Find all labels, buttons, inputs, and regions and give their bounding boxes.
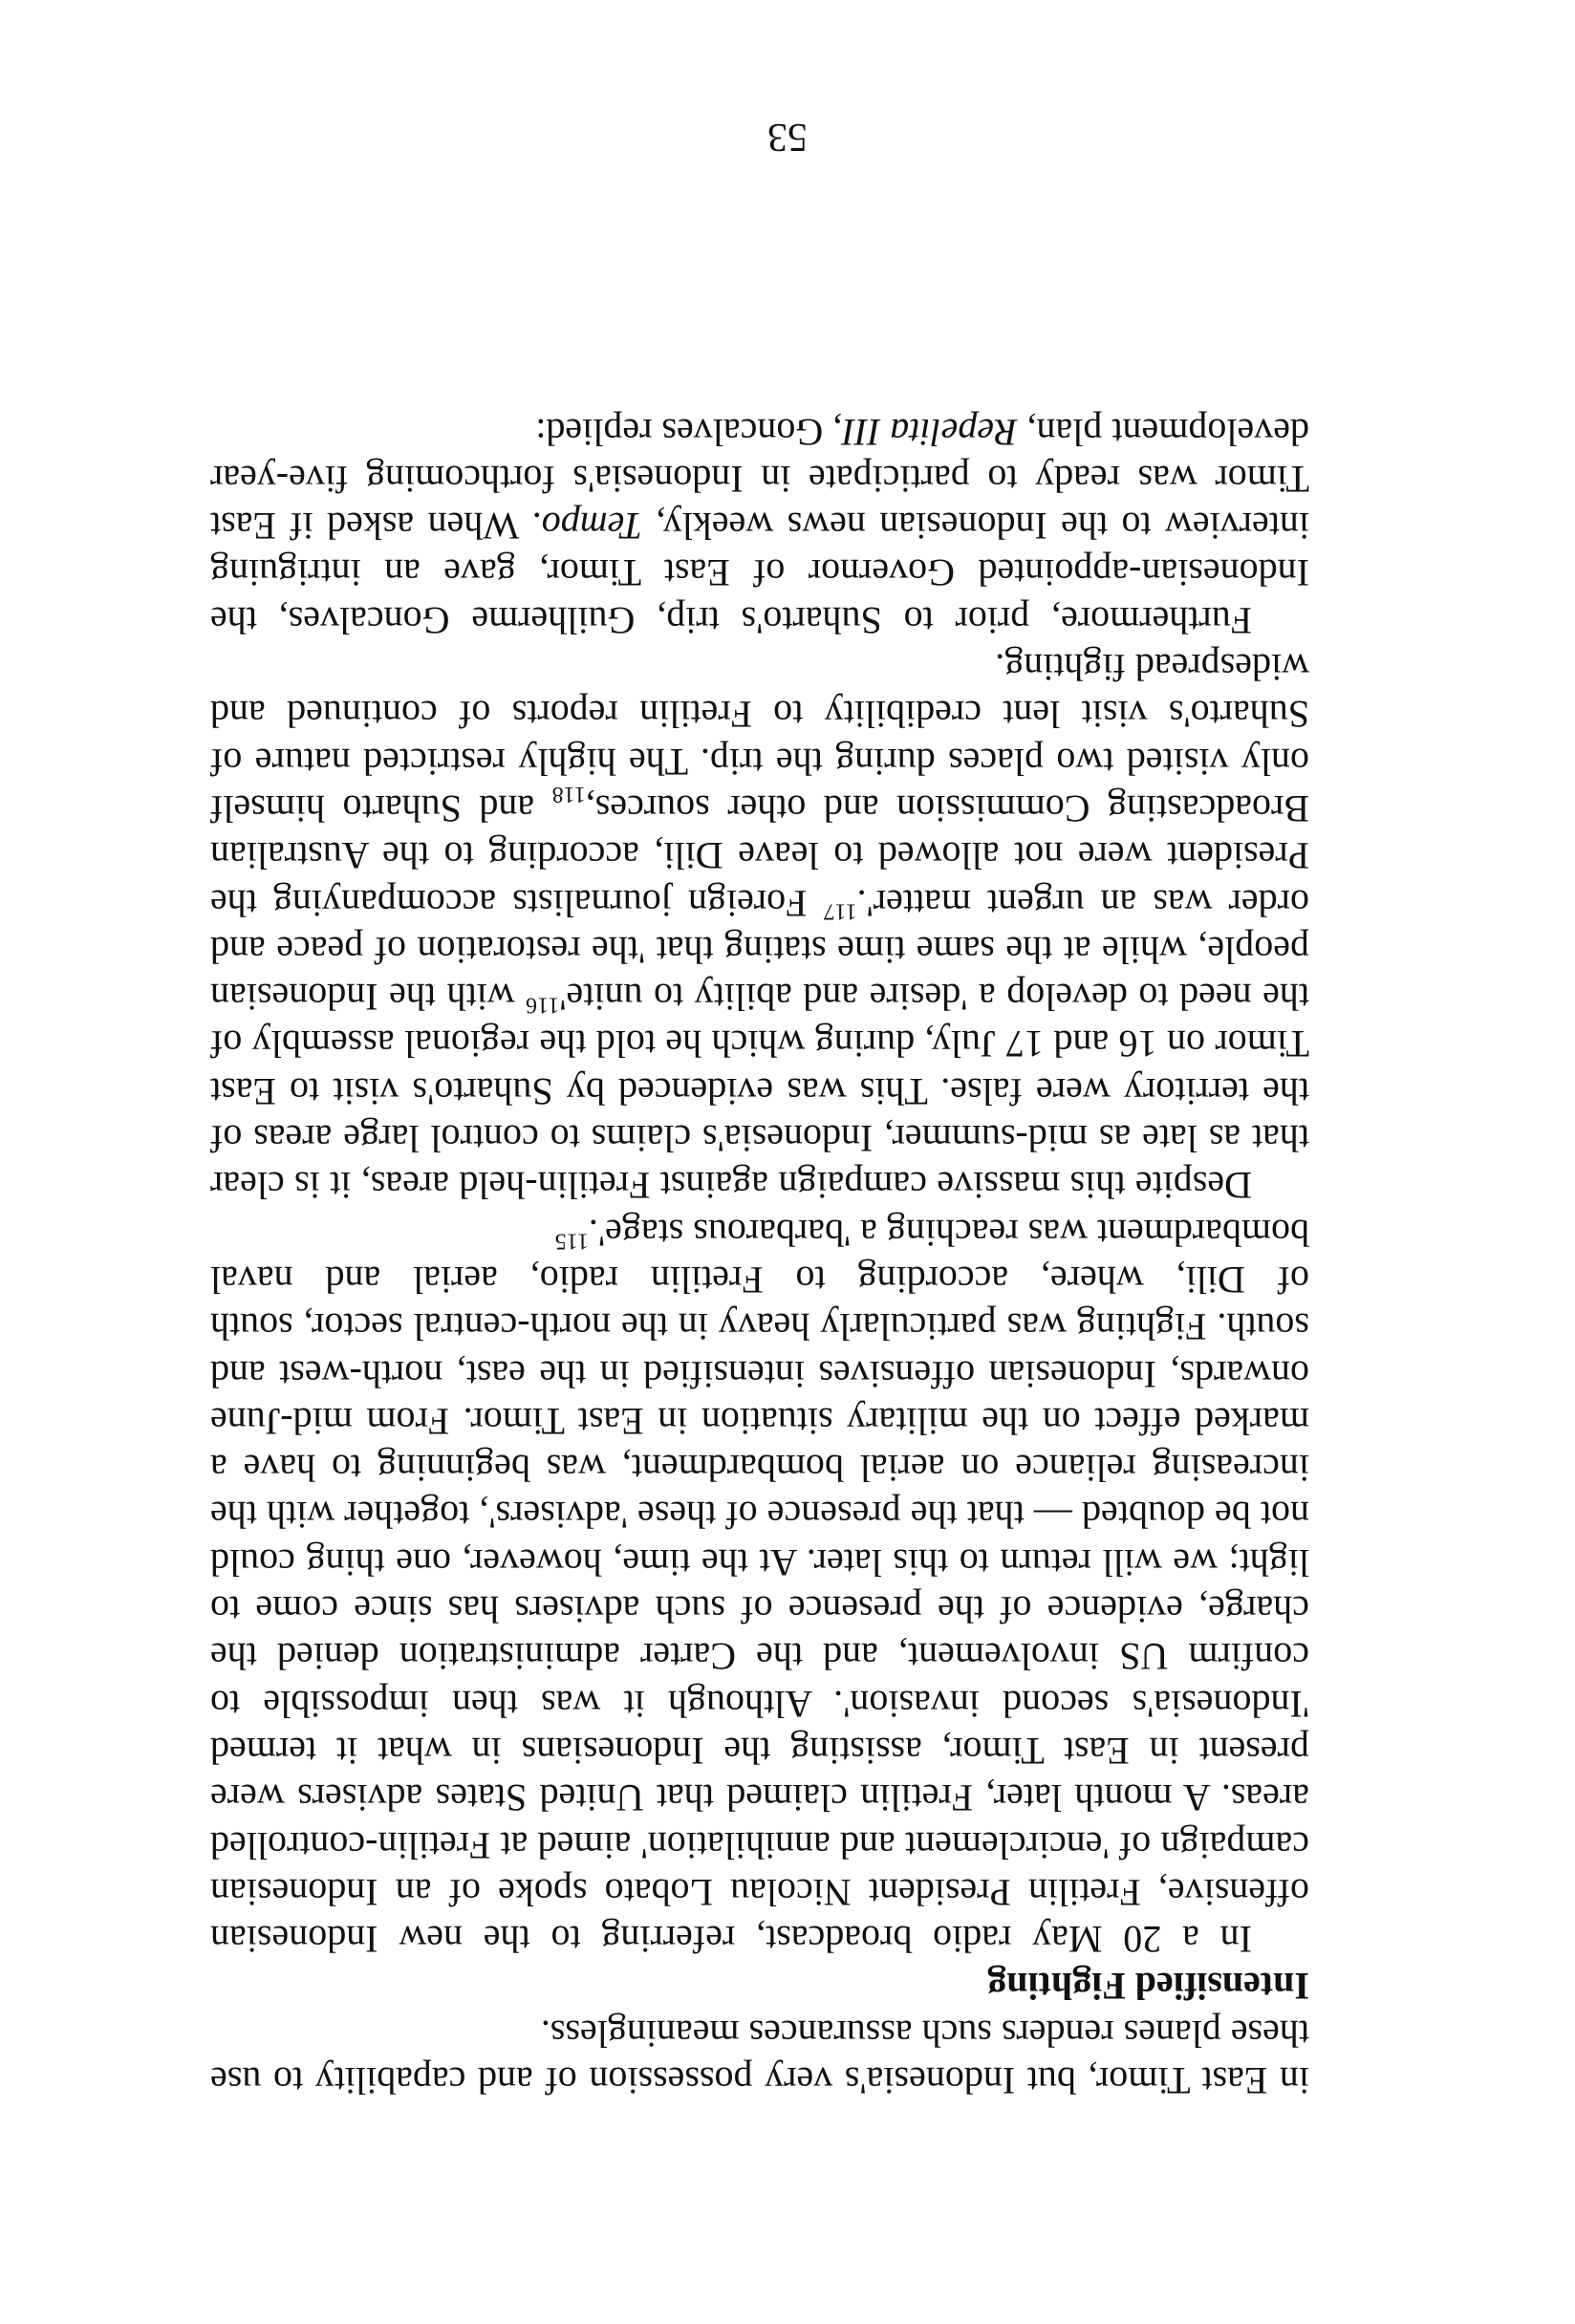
footnote-118: 118 xyxy=(551,781,586,807)
page-number: 53 xyxy=(767,115,808,159)
tempo-title: Tempo xyxy=(541,505,642,549)
paragraph-2 xyxy=(210,644,1309,1210)
paragraph-3-part3: , Goncalves replied: xyxy=(535,410,843,454)
footnote-117: 117 xyxy=(823,897,857,923)
paragraph-2-part4: and Suharto himself only visited two places during the trip. The highly restricted nature of Suharto's visit lent credibility to Fretilin reports of continued and widespread fighting. xyxy=(210,646,1309,830)
section-heading: Intensified Fighting xyxy=(987,1965,1309,2009)
paragraph-2-part1: Despite this massive campaign against Fretilin-held areas, it is clear that as late as mid-summer, Indonesia's claims to control large areas of the territory were false. This was evidenced by Suharto's visit to East Timor on 16 and 17 July, during which he told the regional assembly of the need to develop a 'desire and ability to unite' xyxy=(210,976,1309,1208)
paragraph-3 xyxy=(210,408,1309,643)
paragraph-3-part2: . When asked if East Timor was ready to participate in Indonesia's forthcoming five-year development plan, xyxy=(210,410,1309,549)
repelita-title: Repelita III xyxy=(842,410,1018,454)
body-text xyxy=(210,408,1309,2104)
footnote-115: 115 xyxy=(554,1227,589,1253)
paragraph-2-part2: with the Indonesian people, while at the same time stating that 'the restoration of peace and order was an urgent matter'. xyxy=(210,881,1309,1020)
paragraph-1-text: In a 20 May radio broadcast, referring to the new Indonesian offensive, Fretilin President Nicolau Lobato spoke of an Indonesian campaign of 'encirclement and annihilation' aimed at Fretilin-controlled areas. A month later, Fretilin claimed that United States advisers were present in East Timor, assisting the Indonesians in what it termed 'Indonesia's second invasion'. Although it was then impossible to confirm US involvement, and the Carter administration denied the charge, evidence of the presence of such advisers has since come to light; we will return to this later. At the time, however, one thing could not be doubted — that the presence of these 'advisers', together with the increasing reliance on aerial bombardment, was beginning to have a marked effect on the military situation in East Timor. From mid-June onwards, Indonesian offensives intensified in the east, north-west and south. Fighting was particularly heavy in the north-central sector, south of Dili, where, according to Fretilin radio, aerial and naval bombardment was reaching a 'barbarous stage'. xyxy=(210,1211,1309,1962)
footnote-116: 116 xyxy=(526,992,560,1018)
paragraph-1 xyxy=(210,1209,1309,1963)
paragraph-3-part1: Furthermore, prior to Suharto's trip, Guilherme Goncalves, the Indonesian-appointed Governor of East Timor, gave an intriguing interview to the Indonesian news weekly, xyxy=(210,505,1309,642)
continuation-paragraph: in East Timor, but Indonesia's very possession of and capability to use these planes renders such assurances meaningless. xyxy=(210,2012,1309,2102)
paragraph-2-part3: Foreign journalists accompanying the President were not allowed to leave Dili, according to the Australian Broadcasting Commission and other sources, xyxy=(210,786,1309,925)
